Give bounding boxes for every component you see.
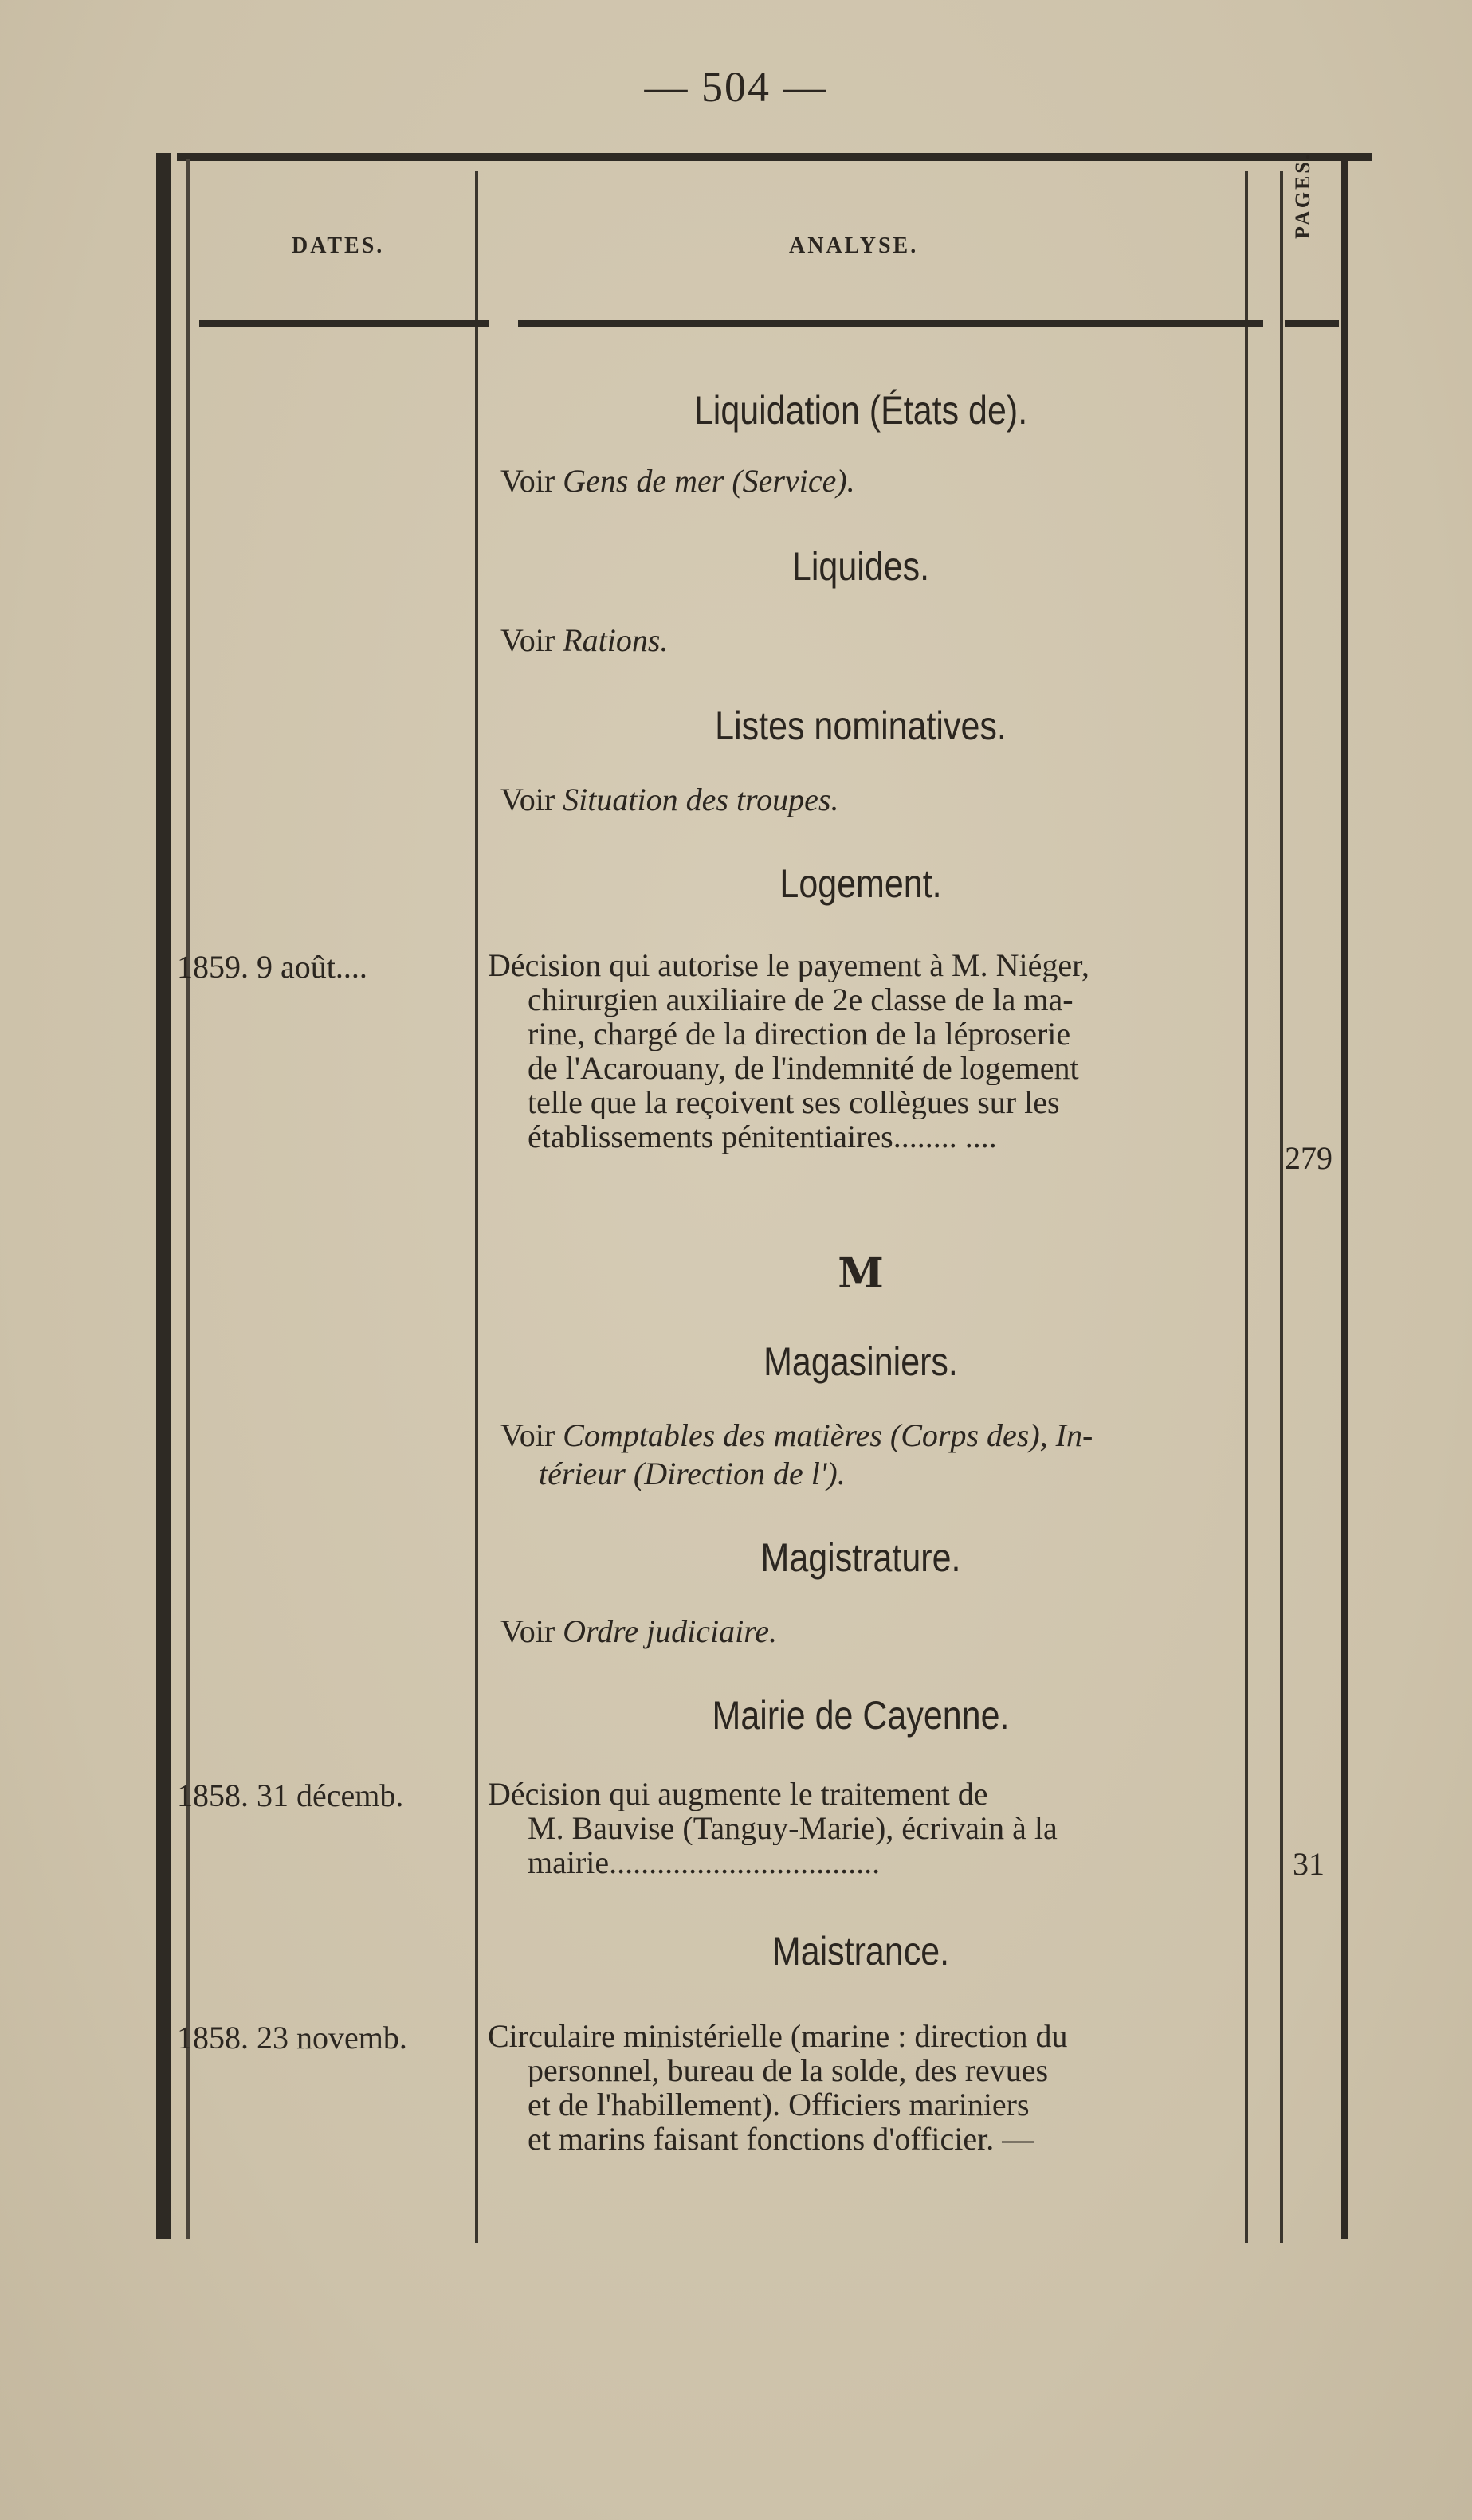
see-also-liquidation bbox=[500, 462, 855, 500]
see-also-reference: Comptables des matières (Corps des), In- bbox=[563, 1417, 1093, 1453]
heading-maistrance: Maistrance. bbox=[771, 1929, 950, 1973]
entry-text-logement bbox=[488, 948, 1237, 1154]
header-dates: DATES. bbox=[292, 233, 385, 258]
heading-magasiniers: Magasiniers. bbox=[763, 1339, 958, 1384]
entry-text-maistrance bbox=[488, 2019, 1237, 2156]
table-top-border bbox=[177, 153, 1372, 161]
section-letter-m: M bbox=[838, 1249, 884, 1298]
see-also-listes-nominatives bbox=[500, 781, 838, 818]
see-also-prefix: Voir bbox=[500, 1417, 555, 1453]
see-also-liquides bbox=[500, 621, 668, 659]
header-rule-analyse bbox=[518, 320, 1263, 327]
entry-date-mairie: 1858. 31 décemb. bbox=[177, 1777, 404, 1813]
entry-line: Circulaire ministérielle (marine : direction du bbox=[488, 2019, 1068, 2053]
page-number: — 504 — bbox=[644, 63, 828, 111]
page-ref-logement: 279 bbox=[1285, 1140, 1333, 1176]
entry-line: chirurgien auxiliaire de 2e classe de la ma- bbox=[528, 982, 1074, 1017]
see-also-prefix: Voir bbox=[500, 622, 555, 658]
column-separator-analyse bbox=[1245, 171, 1248, 2243]
page-ref-mairie: 31 bbox=[1293, 1846, 1325, 1882]
see-also-magistrature bbox=[500, 1613, 777, 1650]
see-also-magasiniers-continued bbox=[539, 1455, 846, 1492]
table-left-inner-border bbox=[186, 159, 190, 2239]
header-rule-pages bbox=[1285, 320, 1339, 327]
see-also-magasiniers bbox=[500, 1417, 1093, 1454]
see-also-reference: Situation des troupes. bbox=[563, 782, 839, 817]
entry-line: mairie.................................. bbox=[528, 1845, 881, 1879]
header-analyse: ANALYSE. bbox=[789, 233, 919, 258]
entry-date-logement: 1859. 9 août.... bbox=[177, 949, 367, 985]
entry-date-maistrance: 1858. 23 novemb. bbox=[177, 2020, 407, 2056]
entry-line: telle que la reçoivent ses collègues sur les bbox=[528, 1085, 1060, 1119]
header-rule-dates bbox=[199, 320, 489, 327]
see-also-prefix: Voir bbox=[500, 782, 555, 817]
entry-text-mairie bbox=[488, 1777, 1237, 1879]
table-left-border bbox=[156, 153, 171, 2239]
header-pages: PAGES. bbox=[1291, 151, 1314, 239]
column-separator-pages bbox=[1280, 171, 1283, 2243]
entry-line: et marins faisant fonctions d'officier. — bbox=[528, 2122, 1034, 2156]
entry-line: Décision qui autorise le payement à M. Niéger, bbox=[488, 948, 1089, 982]
see-also-prefix: Voir bbox=[500, 1613, 555, 1649]
heading-logement: Logement. bbox=[779, 861, 942, 906]
see-also-reference: Rations. bbox=[563, 622, 669, 658]
see-also-prefix: Voir bbox=[500, 463, 555, 499]
see-also-reference: Ordre judiciaire. bbox=[563, 1613, 778, 1649]
entry-line: M. Bauvise (Tanguy-Marie), écrivain à la bbox=[528, 1811, 1058, 1845]
heading-liquides: Liquides. bbox=[791, 544, 930, 589]
heading-magistrature: Magistrature. bbox=[760, 1535, 961, 1580]
entry-line: établissements pénitentiaires........ .... bbox=[528, 1119, 997, 1154]
entry-line: Décision qui augmente le traitement de bbox=[488, 1777, 988, 1811]
see-also-reference: Gens de mer (Service). bbox=[563, 463, 855, 499]
heading-liquidation: Liquidation (États de). bbox=[693, 388, 1028, 433]
entry-line: personnel, bureau de la solde, des revues bbox=[528, 2053, 1049, 2087]
column-separator-dates bbox=[475, 171, 478, 2243]
see-also-reference: térieur (Direction de l'). bbox=[539, 1456, 846, 1491]
heading-mairie-de-cayenne: Mairie de Cayenne. bbox=[712, 1693, 1010, 1738]
entry-line: rine, chargé de la direction de la léproserie bbox=[528, 1017, 1071, 1051]
entry-line: et de l'habillement). Officiers mariniers bbox=[528, 2087, 1030, 2122]
heading-listes-nominatives: Listes nominatives. bbox=[715, 703, 1007, 748]
table-right-border bbox=[1341, 153, 1348, 2239]
entry-line: de l'Acarouany, de l'indemnité de logement bbox=[528, 1051, 1079, 1085]
